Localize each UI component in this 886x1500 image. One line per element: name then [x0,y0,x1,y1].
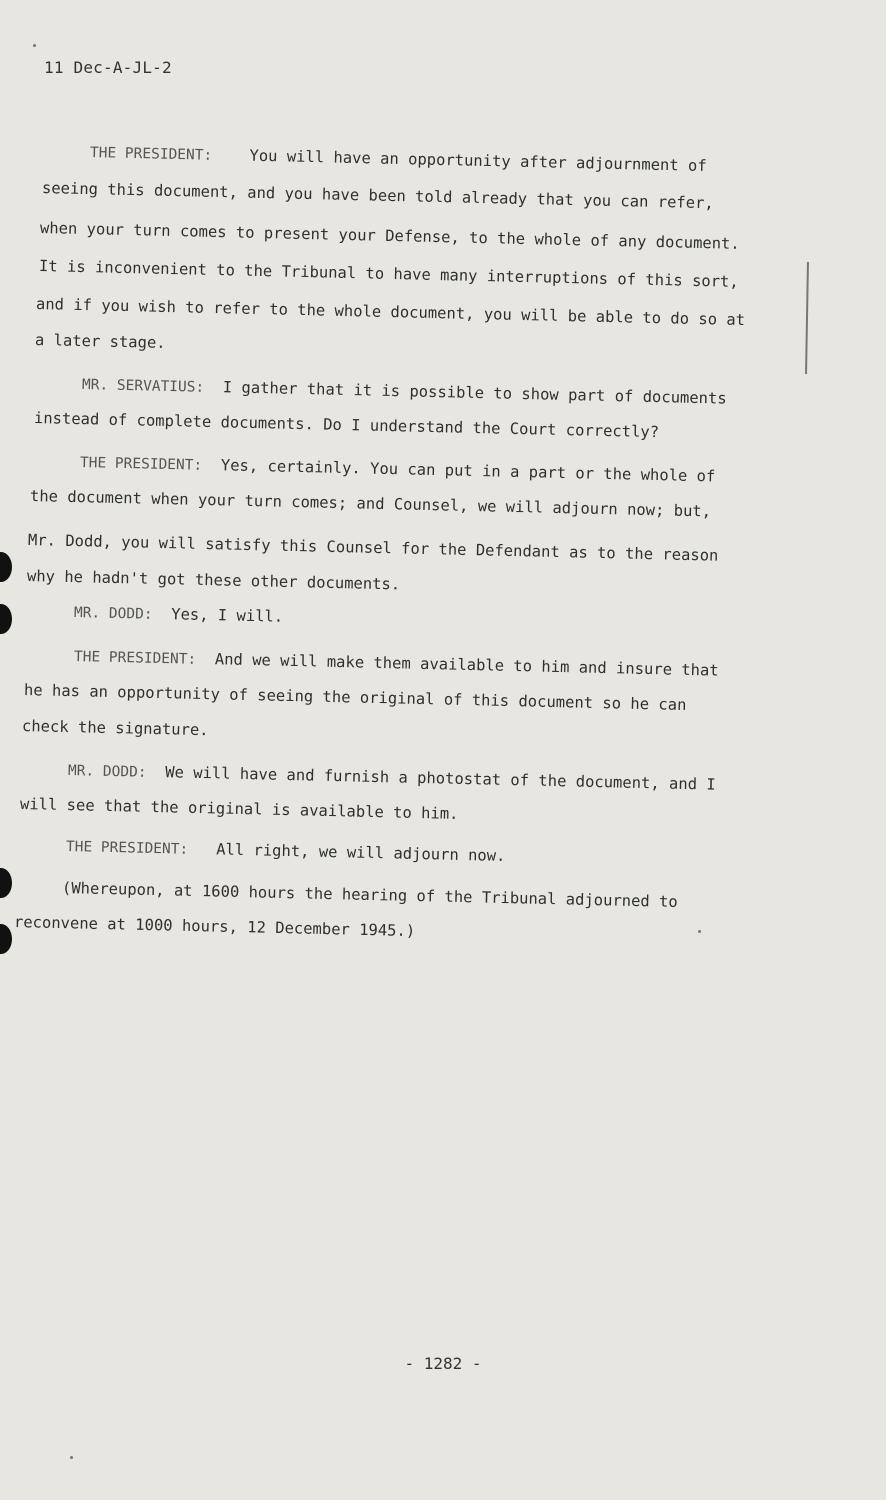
speaker-label: MR. SERVATIUS: [81,377,205,396]
paragraph-5-line-3: check the signature. [21,717,209,740]
paragraph-6-line-2: will see that the original is available to him. [19,795,459,823]
paragraph-6-line-1 [68,760,716,796]
paragraph-2-line-2: instead of complete documents. Do I understand the Court correctly? [33,409,660,442]
paragraph-1-line-3: when your turn comes to present your Defense, to the whole of any document. [39,219,740,253]
paper-speck [698,930,701,933]
document-code: 11 Dec-A-JL-2 [44,58,172,77]
paragraph-3-line-4: why he hadn't got these other documents. [26,567,401,594]
paper-speck [70,1456,73,1459]
paragraph-1-line-5: and if you wish to refer to the whole document, you will be able to do so at [35,295,746,330]
transcript-text: And we will make them available to him and insure that [214,650,719,680]
margin-mark [805,262,809,374]
paragraph-1-line-4: It is inconvenient to the Tribunal to have many interruptions of this sort, [38,257,739,291]
binder-hole [0,604,12,634]
speaker-label: THE PRESIDENT: [79,455,203,474]
paragraph-8-line-1: (Whereupon, at 1600 hours the hearing of the Tribunal adjourned to [61,879,678,911]
paragraph-7-line-1 [66,836,506,867]
transcript-text: You will have an opportunity after adjournment of [249,146,707,175]
paragraph-3-line-1 [80,452,716,487]
speaker-label: THE PRESIDENT: [89,145,213,164]
paragraph-1-line-2: seeing this document, and you have been told already that you can refer, [41,179,714,213]
speaker-label: THE PRESIDENT: [65,839,189,858]
speaker-label: THE PRESIDENT: [73,649,197,668]
paragraph-3-line-3: Mr. Dodd, you will satisfy this Counsel for the Defendant as to the reason [27,531,719,565]
binder-hole [0,924,12,954]
speaker-label: MR. DODD: [67,763,147,781]
page-number: - 1282 - [404,1354,482,1373]
paper-speck [33,44,36,47]
paragraph-3-line-2: the document when your turn comes; and Counsel, we will adjourn now; but, [29,487,712,521]
speaker-label: MR. DODD: [73,605,153,623]
transcript-text: Yes, certainly. You can put in a part or the whole of [220,456,716,486]
binder-hole [0,552,12,582]
transcript-text: Yes, I will. [171,605,284,626]
transcript-text: All right, we will adjourn now. [215,840,506,865]
paragraph-4-line-1 [74,602,284,628]
paragraph-1-line-6: a later stage. [34,331,166,352]
paragraph-8-line-2: reconvene at 1000 hours, 12 December 1945.) [13,913,416,941]
paragraph-5-line-1 [74,646,719,682]
paragraph-1-line-1 [90,142,707,177]
paragraph-5-line-2: he has an opportunity of seeing the original of this document so he can [23,681,687,715]
transcript-text: We will have and furnish a photostat of the document, and I [165,763,716,794]
transcript-text: I gather that it is possible to show part of documents [222,378,727,408]
binder-hole [0,868,12,898]
paragraph-2-line-1 [82,374,727,410]
